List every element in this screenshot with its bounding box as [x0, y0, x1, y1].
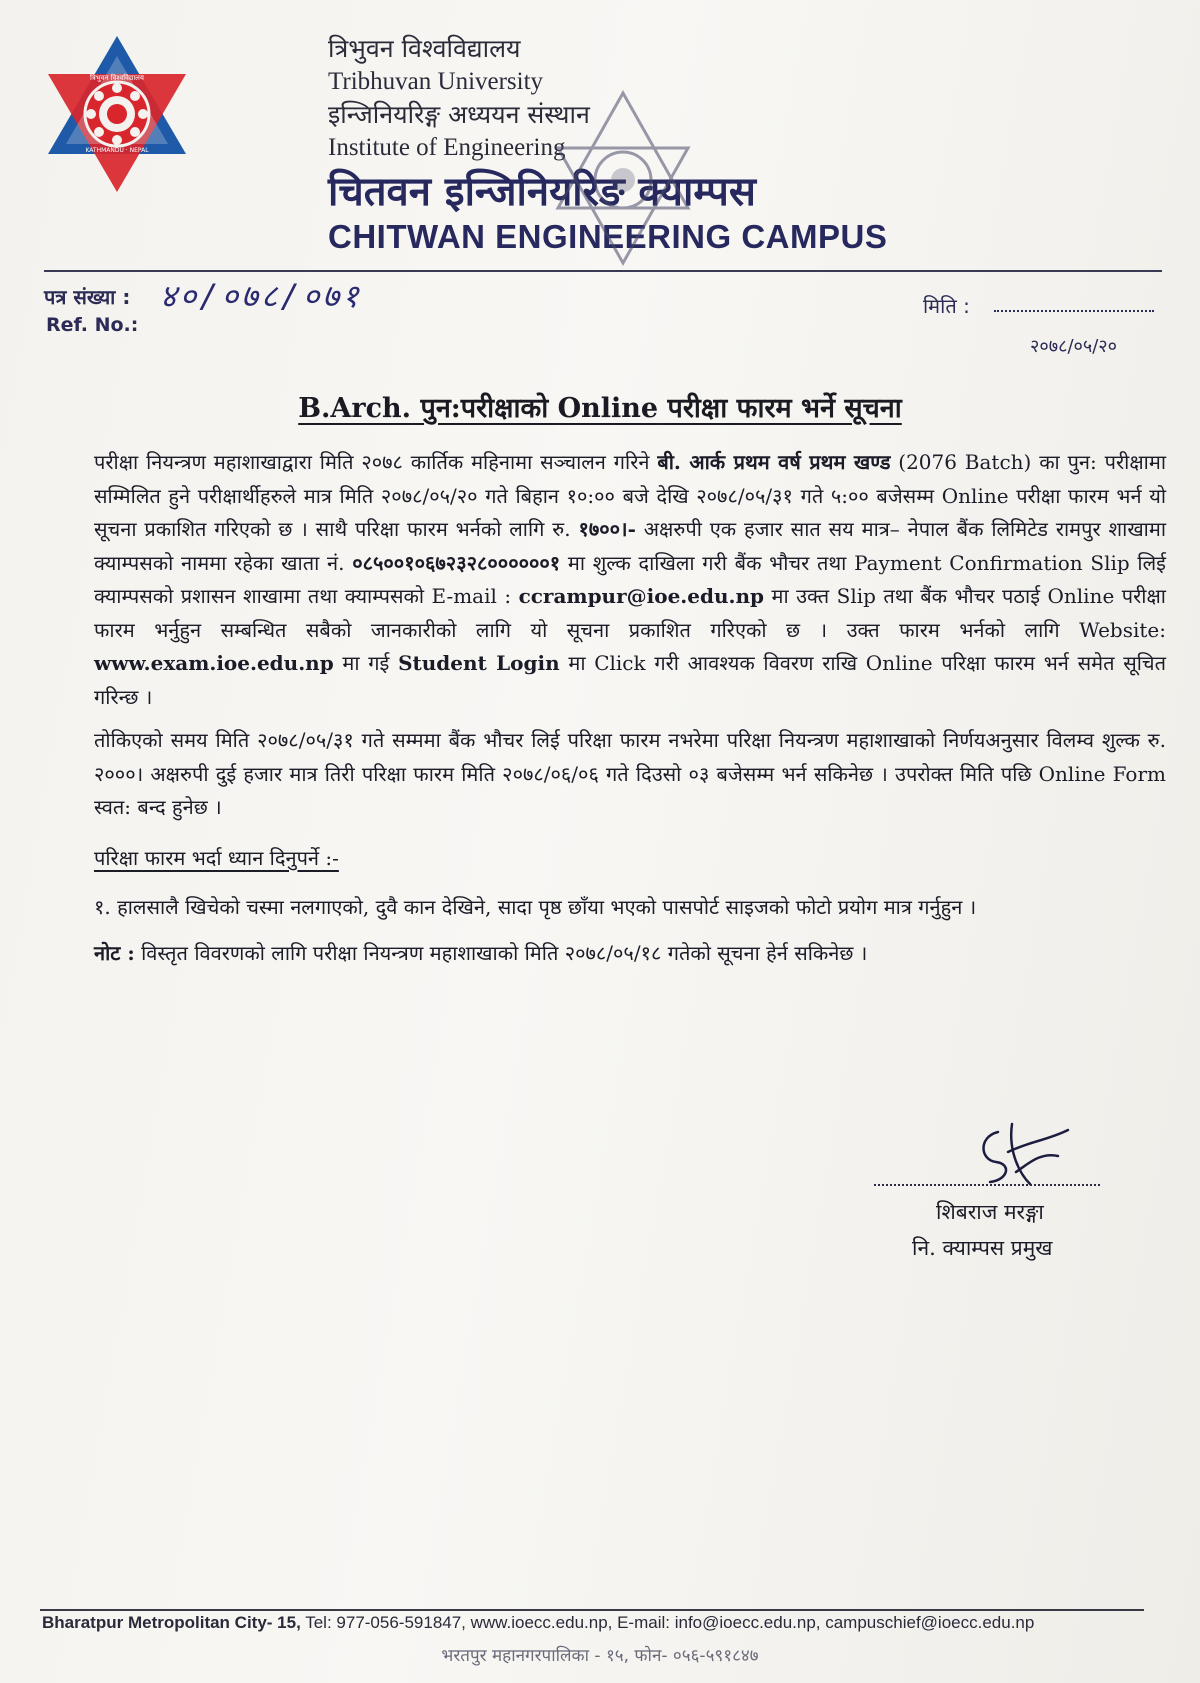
ref-number: ४०/०७८/०७१	[160, 277, 362, 315]
note-label: नोट :	[94, 940, 135, 965]
footer-address-en	[42, 1613, 1034, 1633]
ref-label-np: पत्र संख्या :	[44, 285, 131, 309]
tribhuvan-university-logo-icon	[44, 34, 190, 194]
notice-title	[0, 388, 1200, 425]
attention-heading: परिक्षा फारम भर्दा ध्यान दिनुपर्ने :-	[94, 845, 339, 870]
para1-text-4: मा शुल्क दाखिला गरी बैंक भौचर तथा Payment Confirmation Slip लिई क्याम्पसको प्रशासन शाखामा तथा क्याम्पसको E-mail :	[94, 550, 1166, 608]
footer-contacts: Tel: 977-056-591847, www.ioecc.edu.np, E-mail: info@ioecc.edu.np, campuschief@ioecc.edu.np	[300, 1613, 1035, 1632]
paragraph-1	[94, 446, 1166, 714]
institute-name-np: इन्जिनियरिङ्ग अध्ययन संस्थान	[328, 100, 590, 129]
note-text: विस्तृत विवरणको लागि परीक्षा नियन्त्रण महाशाखाको मिति २०७८/०५/१८ गतेको सूचना हेर्न सकिनेछ ।	[134, 940, 868, 965]
title-part-2: परीक्षा फारम भर्ने सूचना	[658, 393, 902, 424]
institute-name-en: Institute of Engineering	[328, 134, 566, 161]
para1-email: ccrampur@ioe.edu.np	[518, 584, 765, 608]
para1-student-login: Student Login	[398, 651, 560, 675]
para1-fee: १७००।-	[578, 517, 636, 541]
title-online: Online	[557, 393, 659, 424]
date-label: मिति :	[923, 294, 970, 318]
note	[94, 937, 1166, 971]
footer-address-np: भरतपुर महानगरपालिका - १५, फोन- ०५६-५९१८४७	[441, 1646, 759, 1666]
university-name-np: त्रिभुवन विश्वविद्यालय	[328, 34, 521, 63]
header-divider	[44, 270, 1162, 272]
para1-account-number: ०८५००१०६७२३२८००००००१	[352, 550, 561, 575]
logo-text-bottom: KATHMANDU · NEPAL	[85, 147, 149, 154]
instruction-item-1: १. हालसालै खिचेको चस्मा नलगाएको, दुवै कान देखिने, सादा पृष्ठ छाँया भएको पासपोर्ट साइजको फोटो प्रयोग मात्र गर्नुहुन ।	[94, 895, 977, 919]
signatory-name: शिबराज मरङ्गा	[936, 1200, 1044, 1224]
footer-city: Bharatpur Metropolitan City- 15,	[42, 1613, 301, 1632]
para1-website: www.exam.ioe.edu.np	[94, 651, 334, 675]
para1-text-5: मा उक्त Slip तथा बैंक भौचर पठाई Online परीक्षा फारम भर्नुहुन सम्बन्धित सबैको जानकारीको लागि यो सूचना प्रकाशित गरिएको छ । उक्त फारम भर्नको लागि Website:	[94, 584, 1166, 642]
campus-seal-stamp-icon	[548, 88, 698, 278]
date-dotted-line	[994, 300, 1154, 312]
para1-text-2: (2076 Batch) का पुन: परीक्षामा सम्मिलित हुने परीक्षार्थीहरुले मात्र मिति २०७८/०५/२० गते बिहान १०:०० बजे देखि २०७८/०५/३१ गते ५:०० बजेसम्म Online परीक्षा फारम भर्न यो सूचना प्रकाशित गरिएको छ । साथै परिक्षा फारम भर्नको लागि रु.	[94, 450, 1166, 541]
logo-text-top: त्रिभुवन विश्वविद्यालय	[90, 74, 144, 82]
university-name-en: Tribhuvan University	[328, 68, 544, 95]
handwritten-signature-icon	[968, 1112, 1078, 1192]
para1-text-6: मा गई	[333, 651, 399, 675]
campus-name-en: CHITWAN ENGINEERING CAMPUS	[328, 218, 888, 255]
title-program: B.Arch.	[298, 393, 412, 424]
para1-text-7: मा Click गरी आवश्यक विवरण राखि Online परिक्षा फारम भर्न समेत सूचित गरिन्छ ।	[94, 651, 1166, 709]
notice-body	[94, 446, 1166, 970]
campus-name-np: चितवन इन्जिनियरिङ क्याम्पस	[328, 169, 756, 215]
paragraph-2: तोकिएको समय मिति २०७८/०५/३१ गते सम्ममा बैंक भौचर लिई परिक्षा फारम नभरेमा परिक्षा नियन्त्रण महाशाखाको निर्णयअनुसार विलम्व शुल्क रु. २०००। अक्षरुपी दुई हजार मात्र तिरी परिक्षा फारम मिति २०७८/०६/०६ गते दिउसो ०३ बजेसम्म भर्न सकिनेछ । उपरोक्त मिति पछि Online Form स्वत: बन्द हुनेछ ।	[94, 728, 1166, 819]
para1-course: बी. आर्क प्रथम वर्ष प्रथम खण्ड	[657, 450, 891, 474]
footer-divider	[40, 1609, 1144, 1611]
signatory-title: नि. क्याम्पस प्रमुख	[912, 1236, 1053, 1260]
signature-dotted-line	[874, 1182, 1100, 1186]
title-part-1: पुन:परीक्षाको	[411, 393, 558, 424]
ref-label-en: Ref. No.:	[46, 314, 139, 336]
para1-text-3: अक्षरुपी एक हजार सात सय मात्र– नेपाल बैंक लिमिटेड रामपुर शाखामा क्याम्पसको नाममा रहेका खाता नं.	[94, 517, 1166, 575]
date-value: २०७८/०५/२०	[1030, 336, 1118, 357]
para1-text-1: परीक्षा नियन्त्रण महाशाखाद्वारा मिति २०७८ कार्तिक महिनामा सञ्चालन गरिने	[94, 450, 658, 474]
